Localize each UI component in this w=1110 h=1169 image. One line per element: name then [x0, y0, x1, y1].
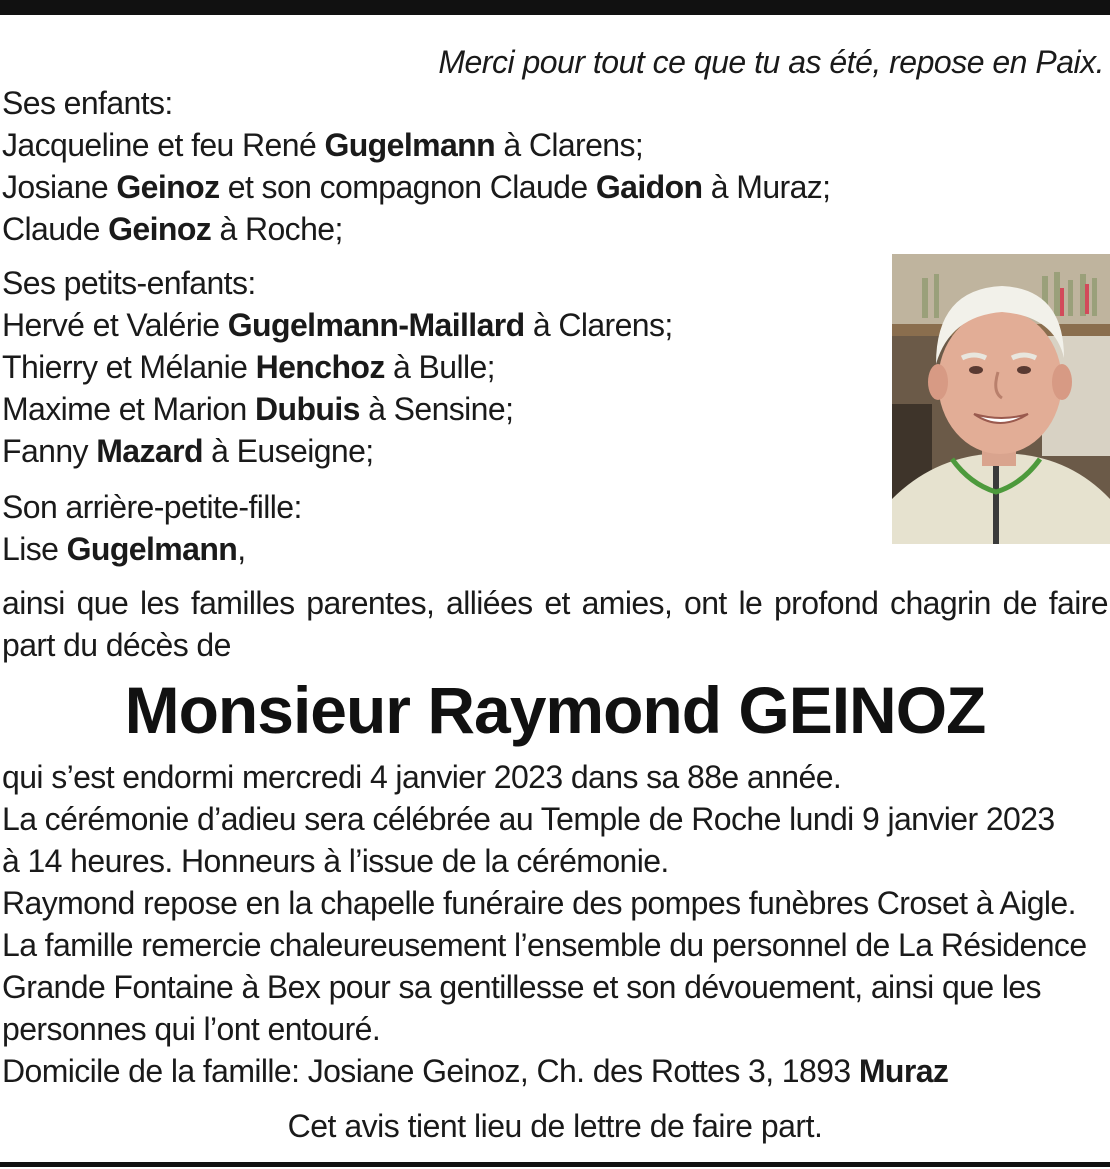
children-line: Claude Geinoz à Roche; [2, 211, 343, 247]
grandchildren-heading: Ses petits-enfants: [2, 265, 256, 301]
children-line: Josiane Geinoz et son compagnon Claude Gaidon à Muraz; [2, 169, 831, 205]
domicile-line: Domicile de la famille: Josiane Geinoz, Ch. des Rottes 3, 1893 Muraz [2, 1053, 949, 1089]
announcement-body [2, 756, 1108, 1092]
closing-note: Cet avis tient lieu de lettre de faire part. [287, 1108, 823, 1144]
children-section [2, 82, 830, 250]
deceased-name: Monsieur Raymond GEINOZ [124, 673, 986, 747]
children-line: Jacqueline et feu René Gugelmann à Clarens; [2, 127, 644, 163]
children-heading: Ses enfants: [2, 85, 173, 121]
great-grandchild-section [2, 486, 302, 570]
body-line: personnes qui l’ont entouré. [2, 1011, 381, 1047]
great-grandchild-line: Lise Gugelmann, [2, 531, 246, 567]
grandchildren-section [2, 262, 673, 472]
motto: Merci pour tout ce que tu as été, repose en Paix. [438, 44, 1104, 80]
body-line: qui s’est endormi mercredi 4 janvier 2023 dans sa 88e année. [2, 759, 842, 795]
grandchildren-line: Hervé et Valérie Gugelmann-Maillard à Clarens; [2, 307, 673, 343]
top-rule [0, 0, 1110, 15]
bottom-rule [0, 1162, 1110, 1167]
intro-paragraph: ainsi que les familles parentes, alliées et amies, ont le profond chagrin de faire part du décès de [2, 585, 1108, 663]
body-line: La famille remercie chaleureusement l’ensemble du personnel de La Résidence [2, 927, 1087, 963]
portrait-photo [892, 254, 1110, 544]
grandchildren-line: Thierry et Mélanie Henchoz à Bulle; [2, 349, 495, 385]
body-line: à 14 heures. Honneurs à l’issue de la cérémonie. [2, 843, 669, 879]
body-line: La cérémonie d’adieu sera célébrée au Temple de Roche lundi 9 janvier 2023 [2, 801, 1055, 837]
grandchildren-line: Fanny Mazard à Euseigne; [2, 433, 374, 469]
grandchildren-line: Maxime et Marion Dubuis à Sensine; [2, 391, 514, 427]
body-line: Grande Fontaine à Bex pour sa gentillesse et son dévouement, ainsi que les [2, 969, 1041, 1005]
great-grandchild-heading: Son arrière-petite-fille: [2, 489, 302, 525]
body-line: Raymond repose en la chapelle funéraire des pompes funèbres Croset à Aigle. [2, 885, 1076, 921]
